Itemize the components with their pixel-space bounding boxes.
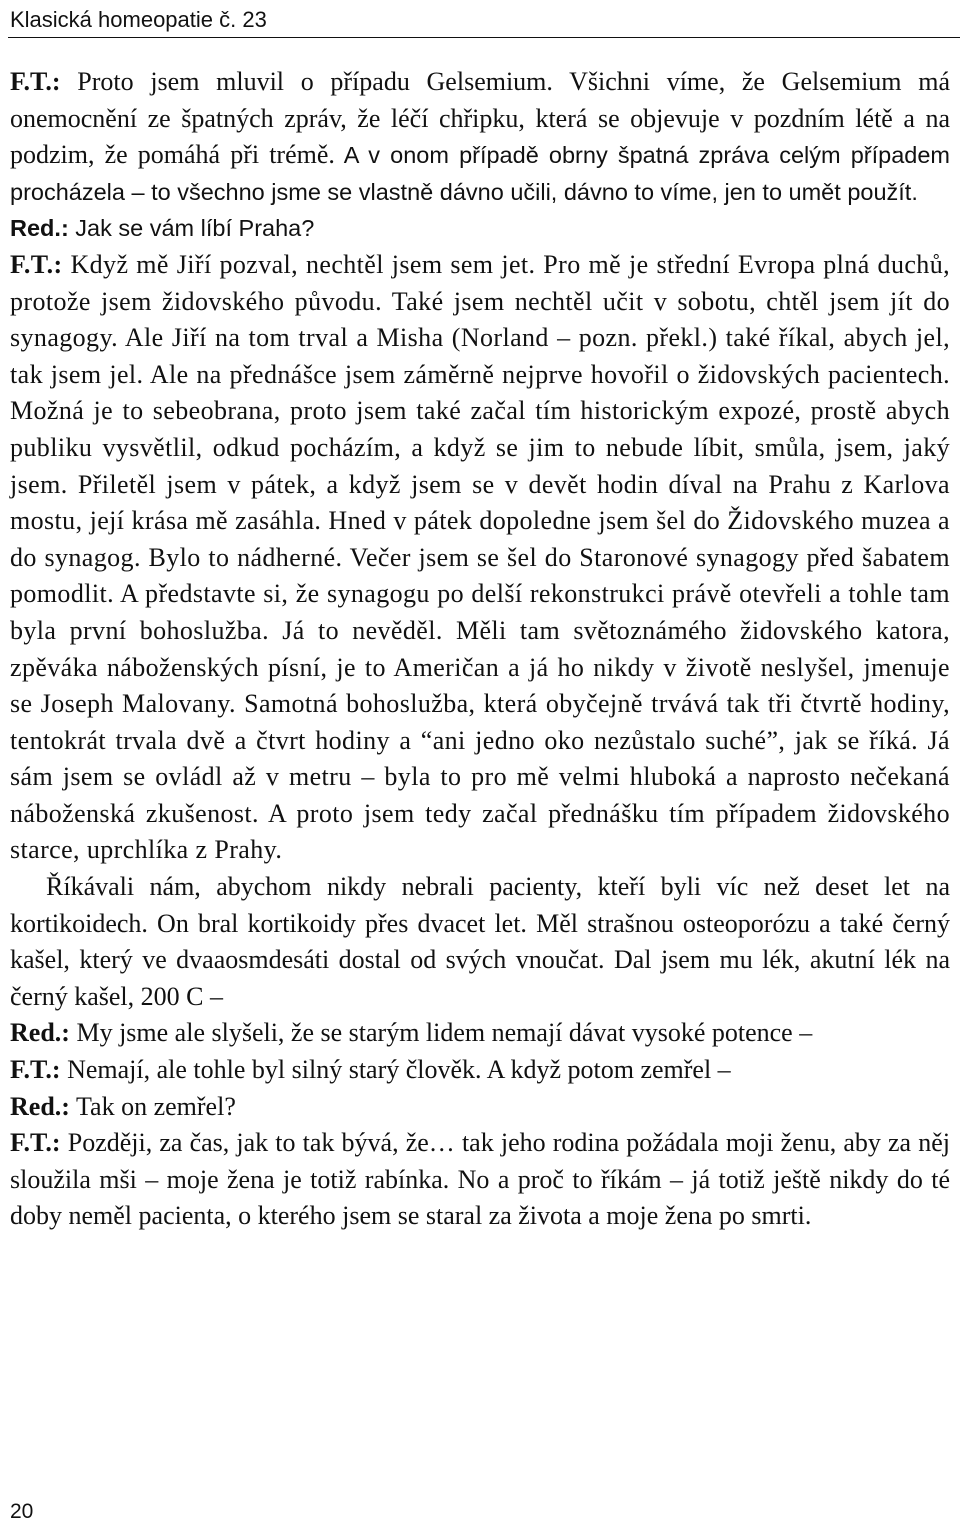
paragraph-red-3	[10, 1089, 950, 1126]
paragraph-text: Jak se vám líbí Praha?	[68, 215, 315, 242]
paragraph-text: Později, za čas, jak to tak bývá, že… tak jeho rodina požádala moji ženu, aby za něj sloužila mši – moje žena je totiž rabínka. No a proč to říkám – já totiž ještě nikdy do té doby neměl pacienta, o kterého jsem se staral za života a moje žena po smrti.	[10, 1128, 950, 1231]
speaker-red: Red.:	[10, 1091, 70, 1121]
speaker-ft: F.T.:	[10, 249, 63, 279]
paragraph-red-2	[10, 1015, 950, 1052]
paragraph-text: Proto jsem mluvil o případu Gelsemium. Všichni víme, že Gelsemium má onemocnění ze špatných zpráv, že léčí chřipku, která se objevuje v pozdním létě a na podzim, že pomáhá při trémě.	[10, 67, 950, 170]
paragraph-text: Tak on zemřel?	[69, 1091, 236, 1121]
paragraph-text: My jsme ale slyšeli, že se starým lidem nemají dávat vysoké potence –	[69, 1018, 813, 1048]
paragraph-ft-3	[10, 1052, 950, 1089]
speaker-ft: F.T.:	[10, 1128, 61, 1158]
paragraph-continued: Říkávali nám, abychom nikdy nebrali pacienty, kteří byli víc než deset let na kortikoidech. On bral kortikoidy přes dvacet let. Měl strašnou osteoporózu a také černý kašel, který ve dvaaosmdesáti dostal od svých vnoučat. Dal jsem mu lék, akutní lék na černý kašel, 200 C –	[10, 872, 950, 1011]
header-rule	[8, 37, 960, 38]
paragraph-text: Když mě Jiří pozval, nechtěl jsem sem jet. Pro mě je střední Evropa plná duchů, protože jsem židovského původu. Také jsem nechtěl učit v sobotu, chtěl jsem jít do synagogy. Ale Jiří na tom trval a Misha (Norland – pozn. překl.) také říkal, abych jel, tak jsem jel. Ale na přednášce jsem záměrně nejprve hovořil o židovských pacientech. Možná je to sebeobrana, proto jsem také začal tím historickým expozé, prostě abych publiku vysvětlil, odkud pocházím, a když se jim to nebude líbit, smůla, jsem, jaký jsem. Přiletěl jsem v pátek, a když jsem se v devět hodin díval na Prahu z Karlova mostu, její krása mě zasáhla. Hned v pátek dopoledne jsem šel do Židovského muzea a do synagog. Bylo to nádherné. Večer jsem se šel do Staronové synagogy před šabatem pomodlit. A představte si, že synagogu po delší rekonstrukci právě otevřeli a tohle tam byla první bohoslužba. Já to nevěděl. Měli tam světoznámého židovského katora, zpěváka náboženských písní, je to Američan a já ho nikdy v životě neslyšel, jmenuje se Joseph Malovany. Samotná bohoslužba, která obyčejně trvává tak tři čtvrtě hodiny, tentokrát trvala dvě a čtvrt hodiny a “ani jedno oko nezůstalo suché”, jak se říká. Já sám jsem se ovládl až v metru – byla to pro mě velmi hluboká a naprosto nečekaná náboženská zkušenost. A proto jsem tedy začal přednášku tím případem židovského starce, uprchlíka z Prahy.	[10, 249, 950, 865]
paragraph-red-1	[10, 210, 950, 247]
paragraph-text: A v onom případě obrny špatná zpráva celým případem procházela – to všechno jsme se vlastně dávno učili, dávno to víme, jen to umět použít.	[10, 142, 950, 205]
paragraph-ft-1	[10, 64, 950, 210]
article-body	[10, 64, 950, 1235]
speaker-red: Red.:	[10, 1018, 70, 1048]
speaker-ft: F.T.:	[10, 67, 61, 96]
speaker-red: Red.:	[10, 215, 69, 242]
paragraph-text: Nemají, ale tohle byl silný starý člověk. A když potom zemřel –	[60, 1055, 731, 1085]
running-header: Klasická homeopatie č. 23	[10, 7, 267, 32]
speaker-ft: F.T.:	[10, 1055, 61, 1085]
page-number: 20	[10, 1500, 34, 1523]
paragraph-ft-4	[10, 1125, 950, 1235]
paragraph-ft-2	[10, 247, 950, 869]
